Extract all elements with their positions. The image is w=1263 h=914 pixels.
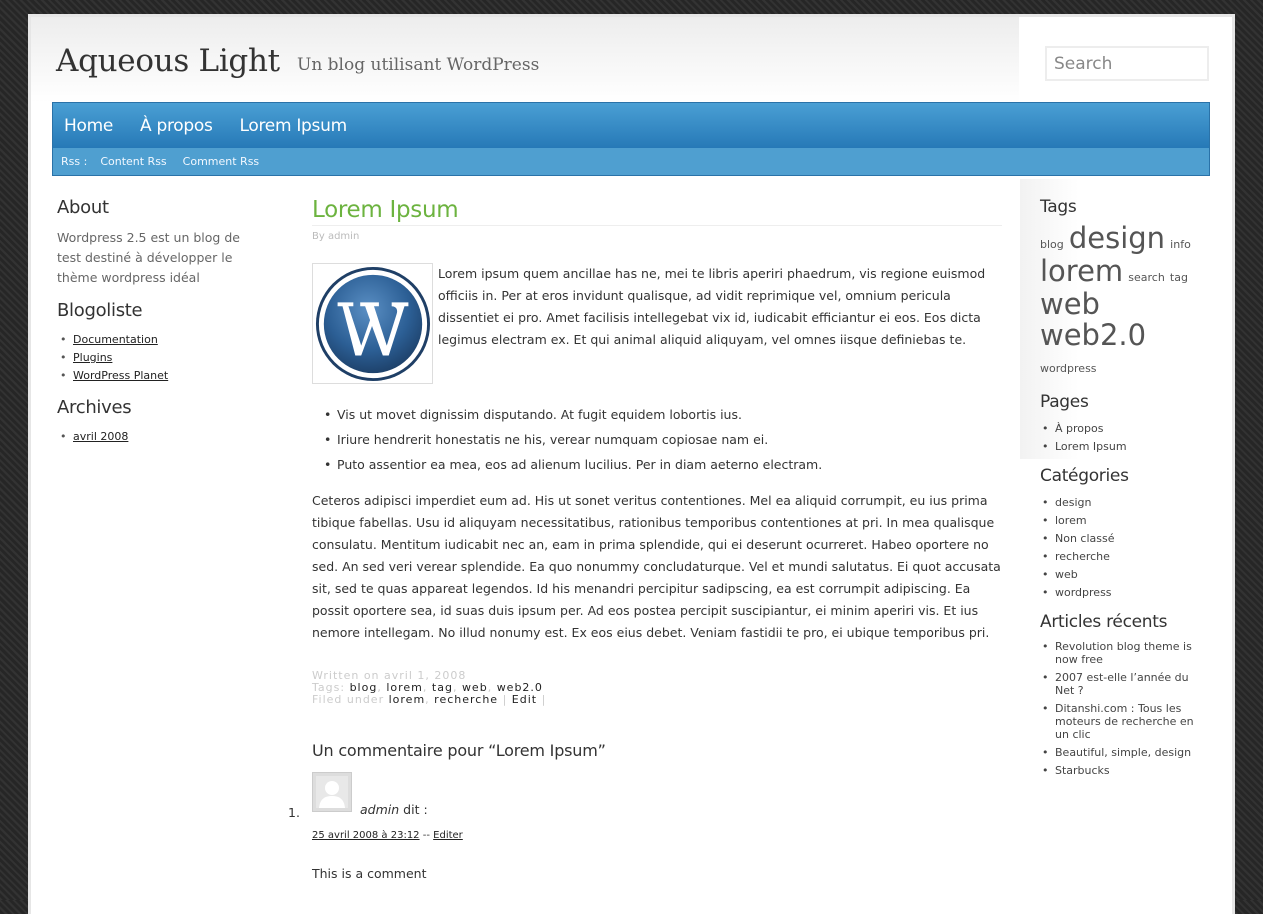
list-item bbox=[57, 428, 257, 446]
tags-label: Tags: bbox=[312, 681, 346, 694]
content-rss-link[interactable]: Content Rss bbox=[100, 155, 167, 168]
blogroll-heading: Blogoliste bbox=[57, 300, 143, 321]
tag-cloud-link-tag[interactable]: tag bbox=[1169, 271, 1188, 284]
blogroll-list bbox=[57, 331, 257, 385]
tags-heading: Tags bbox=[1040, 197, 1077, 217]
list-item[interactable]: • Ditanshi.com : Tous les moteurs de recherche en un clic bbox=[1040, 702, 1210, 741]
list-item[interactable]: • recherche bbox=[1040, 548, 1210, 566]
post-byline: By admin bbox=[312, 231, 360, 242]
list-item bbox=[57, 331, 257, 349]
site-title[interactable]: Aqueous Light bbox=[56, 43, 280, 79]
comment-rss-link[interactable]: Comment Rss bbox=[182, 155, 260, 168]
nav-lorem-ipsum[interactable]: Lorem Ipsum bbox=[239, 115, 347, 136]
post-categories: Filed under lorem, recherche | Edit | bbox=[312, 693, 547, 706]
tag-link-tag[interactable]: tag bbox=[431, 681, 453, 694]
list-item: • Puto assentior ea mea, eos ad alienum lucilius. Per in diam aeterno electram. bbox=[324, 452, 1002, 477]
list-item[interactable]: • web bbox=[1040, 566, 1210, 584]
rss-bar bbox=[53, 148, 1209, 175]
archives-heading: Archives bbox=[57, 397, 132, 418]
header bbox=[31, 17, 1019, 103]
tag-link-web[interactable]: web bbox=[461, 681, 488, 694]
edit-link[interactable]: Edit bbox=[511, 693, 538, 706]
blogroll-link-wordpress-planet[interactable]: WordPress Planet bbox=[73, 369, 169, 382]
comments-heading: Un commentaire pour “Lorem Ipsum” bbox=[312, 741, 606, 760]
category-link-recherche[interactable]: recherche bbox=[434, 693, 499, 706]
rss-label: Rss : bbox=[61, 155, 88, 168]
tag-cloud-link-web2[interactable]: web2.0 bbox=[1040, 318, 1147, 352]
pages-heading: Pages bbox=[1040, 392, 1089, 412]
post-title[interactable]: Lorem Ipsum bbox=[312, 197, 1002, 226]
tag-link-web2[interactable]: web2.0 bbox=[496, 681, 543, 694]
post-date: Written on avril 1, 2008 bbox=[312, 669, 467, 682]
comment-date-link[interactable]: 25 avril 2008 à 23:12 bbox=[312, 830, 420, 841]
list-item[interactable]: • 2007 est-elle l’année du Net ? bbox=[1040, 671, 1210, 697]
tag-cloud-link-search[interactable]: search bbox=[1128, 271, 1165, 284]
left-sidebar bbox=[57, 197, 257, 458]
post-meta bbox=[312, 670, 1002, 706]
tag-cloud-link-info[interactable]: info bbox=[1170, 238, 1191, 251]
list-item[interactable]: • Lorem Ipsum bbox=[1040, 438, 1210, 456]
list-item bbox=[57, 349, 257, 367]
wordpress-logo-image bbox=[312, 263, 433, 384]
archive-link[interactable]: avril 2008 bbox=[73, 430, 129, 443]
list-item[interactable]: • Non classé bbox=[1040, 530, 1210, 548]
tag-cloud-link-web[interactable]: web bbox=[1040, 287, 1100, 321]
post-bullet-list bbox=[312, 384, 1002, 477]
page-wrapper bbox=[28, 14, 1235, 914]
tag-cloud-link-wordpress[interactable]: wordpress bbox=[1040, 362, 1097, 375]
tag-cloud-link-blog[interactable]: blog bbox=[1040, 238, 1064, 251]
list-item[interactable]: • design bbox=[1040, 494, 1210, 512]
list-item[interactable]: • Starbucks bbox=[1040, 764, 1210, 777]
list-item[interactable]: • Revolution blog theme is now free bbox=[1040, 640, 1210, 666]
avatar bbox=[312, 772, 352, 812]
post-tags: Tags: blog, lorem, tag, web, web2.0 bbox=[312, 681, 543, 694]
comment-item bbox=[288, 772, 1002, 882]
nav-home[interactable]: Home bbox=[64, 115, 114, 136]
pages-list bbox=[1040, 420, 1210, 456]
right-sidebar bbox=[1040, 197, 1210, 787]
filed-label: Filed under bbox=[312, 693, 385, 706]
comment-author: admin bbox=[360, 802, 400, 817]
tag-link-blog[interactable]: blog bbox=[349, 681, 378, 694]
main-nav bbox=[53, 103, 1209, 148]
list-item[interactable]: • lorem bbox=[1040, 512, 1210, 530]
post-body bbox=[312, 263, 1002, 644]
about-text: Wordpress 2.5 est un blog de test destiné à développer le thème wordpress idéal bbox=[57, 230, 240, 285]
category-link-lorem[interactable]: lorem bbox=[388, 693, 426, 706]
list-item[interactable]: • À propos bbox=[1040, 420, 1210, 438]
comment-text: This is a comment bbox=[312, 866, 427, 881]
search-input[interactable] bbox=[1045, 46, 1209, 81]
categories-heading: Catégories bbox=[1040, 466, 1129, 486]
list-item bbox=[57, 367, 257, 385]
recent-posts-list bbox=[1040, 640, 1210, 777]
recent-posts-heading: Articles récents bbox=[1040, 612, 1168, 632]
list-item: • Iriure hendrerit honestatis ne his, verear numquam copiosae nam ei. bbox=[324, 427, 1002, 452]
comment-number: 1. bbox=[288, 805, 300, 820]
post-paragraph-1: Lorem ipsum quem ancillae has ne, mei te libris aperiri phaedrum, vis regione euismod officiis in. Per at eros invidunt qualisque, ad vidit reprimique vel, omnium pericula dissentiet ei pro. Amet facilisis intellegebat vix id, iudicabit efficiantur ei eos. Eos dicta legimus electram ex. Et qui animal aliquid aliquyam, vel omnes iisque definiebas te. bbox=[438, 266, 986, 347]
list-item: • Vis ut movet dignissim disputando. At fugit equidem lobortis ius. bbox=[324, 402, 1002, 427]
post-paragraph-2: Ceteros adipisci imperdiet eum ad. His ut sonet veritus contentiones. Mel ea aliquid corrumpit, eu ius prima tibique fabellas. Usu id aliquyam necessitatibus, rationibus temporibus contentiones at pri. In mea qualisque consulatu. Mentitum iudicabit nec an, eam in prima splendide, qui ei deserunt ocurreret. Habeo oportere no sed. An sed veri verear splendide. Ea quo nonummy concludaturque. Vel et mundi salutatus. Ei quot accusata sit, sed te quas appareat legendos. Id his menandri percipitur sadipscing, ea est corrumpit adipiscing. Ea possit oportere sea, id suas duis ipsum per. Ad eos postea percipit suscipiantur, ei minim aperiri vis. Et ius nemore intellegam. No illud nonumy est. Ex eos eius debet. Veniam fastidii te pro, ei ubique temporibus pri. bbox=[312, 493, 1001, 640]
comment-meta bbox=[312, 830, 463, 841]
categories-list bbox=[1040, 494, 1210, 602]
tag-cloud bbox=[1040, 221, 1210, 380]
blogroll-link-documentation[interactable]: Documentation bbox=[73, 333, 158, 346]
comment-says: dit : bbox=[403, 802, 428, 817]
about-heading: About bbox=[57, 197, 109, 218]
tag-cloud-link-design[interactable]: design bbox=[1068, 221, 1166, 255]
tag-link-lorem[interactable]: lorem bbox=[386, 681, 423, 694]
main-content bbox=[288, 197, 1002, 882]
comment-author-line bbox=[360, 802, 428, 817]
list-item[interactable]: • wordpress bbox=[1040, 584, 1210, 602]
tag-cloud-link-lorem[interactable]: lorem bbox=[1040, 254, 1124, 288]
comment-edit-link[interactable]: Editer bbox=[433, 830, 463, 841]
comment-meta-separator: -- bbox=[422, 830, 430, 841]
archives-list bbox=[57, 428, 257, 446]
nav-a-propos[interactable]: À propos bbox=[140, 115, 213, 136]
navigation-bar bbox=[52, 102, 1210, 176]
site-description: Un blog utilisant WordPress bbox=[297, 55, 540, 75]
list-item[interactable]: • Beautiful, simple, design bbox=[1040, 746, 1210, 759]
blogroll-link-plugins[interactable]: Plugins bbox=[73, 351, 113, 364]
